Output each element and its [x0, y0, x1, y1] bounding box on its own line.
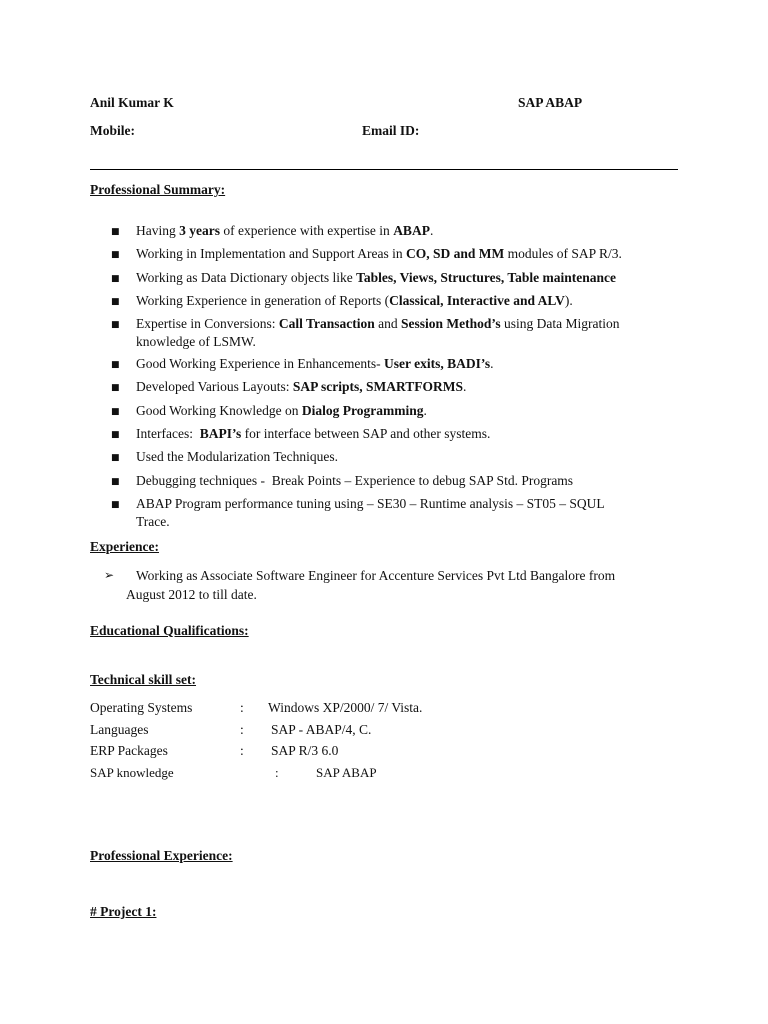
square-bullet-icon: ■	[111, 499, 120, 510]
list-item: ■ Working Experience in generation of Reports (Classical, Interactive and ALV).	[90, 292, 690, 310]
email-label: Email ID:	[362, 123, 420, 138]
skill-separator: :	[240, 722, 244, 737]
education-heading: Educational Qualifications:	[90, 623, 249, 638]
list-item: ■ Developed Various Layouts: SAP scripts, SMARTFORMS.	[90, 378, 690, 396]
square-bullet-icon: ■	[111, 383, 120, 394]
skill-separator: :	[240, 743, 244, 758]
skill-value: SAP R/3 6.0	[271, 743, 339, 758]
summary-list	[90, 222, 690, 535]
list-item: ■ Good Working Knowledge on Dialog Programming.	[90, 402, 690, 420]
square-bullet-icon: ■	[111, 250, 120, 261]
square-bullet-icon: ■	[111, 406, 120, 417]
skill-label: SAP knowledge	[90, 765, 174, 780]
square-bullet-icon: ■	[111, 360, 120, 371]
list-item: ■ Working in Implementation and Support Areas in CO, SD and MM modules of SAP R/3.	[90, 245, 690, 263]
mobile-label: Mobile:	[90, 123, 135, 138]
experience-heading: Experience:	[90, 539, 159, 554]
skill-label: Languages	[90, 722, 149, 737]
square-bullet-icon: ■	[111, 296, 120, 307]
list-item: ■ Good Working Experience in Enhancements- User exits, BADI’s.	[90, 355, 690, 373]
candidate-name: Anil Kumar K	[90, 95, 174, 110]
arrow-bullet-icon: ➢	[104, 568, 115, 582]
skill-separator: :	[240, 700, 244, 715]
skill-value: Windows XP/2000/ 7/ Vista.	[268, 700, 423, 715]
list-item: ■ Interfaces: BAPI’s for interface between SAP and other systems.	[90, 425, 690, 443]
list-item: ■ Debugging techniques - Break Points – Experience to debug SAP Std. Programs	[90, 472, 690, 490]
list-item: ■ Working as Data Dictionary objects like Tables, Views, Structures, Table maintenance	[90, 269, 690, 287]
square-bullet-icon: ■	[111, 476, 120, 487]
prof-experience-heading: Professional Experience:	[90, 848, 233, 863]
candidate-role: SAP ABAP	[518, 95, 583, 110]
list-item: ■ ABAP Program performance tuning using – SE30 – Runtime analysis – ST05 – SQUL Trace.	[111, 495, 605, 529]
list-item: ■ Expertise in Conversions: Call Transaction and Session Method’s using Data Migration knowledge of LSMW.	[111, 316, 620, 350]
square-bullet-icon: ■	[111, 430, 120, 441]
square-bullet-icon: ■	[111, 227, 120, 237]
list-item: ■ Used the Modularization Techniques.	[90, 448, 690, 466]
list-item: ■ Having 3 years of experience with expertise in ABAP.	[90, 222, 690, 240]
skills-heading: Technical skill set:	[90, 672, 197, 687]
skill-label: ERP Packages	[90, 743, 168, 758]
skill-value: SAP ABAP	[316, 765, 377, 780]
skill-value: SAP - ABAP/4, C.	[271, 722, 372, 737]
square-bullet-icon: ■	[111, 453, 120, 464]
square-bullet-icon: ■	[111, 273, 120, 284]
header-divider	[90, 169, 678, 170]
square-bullet-icon: ■	[111, 320, 120, 331]
skill-label: Operating Systems	[90, 700, 193, 715]
project-heading: # Project 1:	[90, 904, 157, 919]
skill-separator: :	[275, 765, 279, 780]
summary-heading: Professional Summary:	[90, 182, 226, 197]
